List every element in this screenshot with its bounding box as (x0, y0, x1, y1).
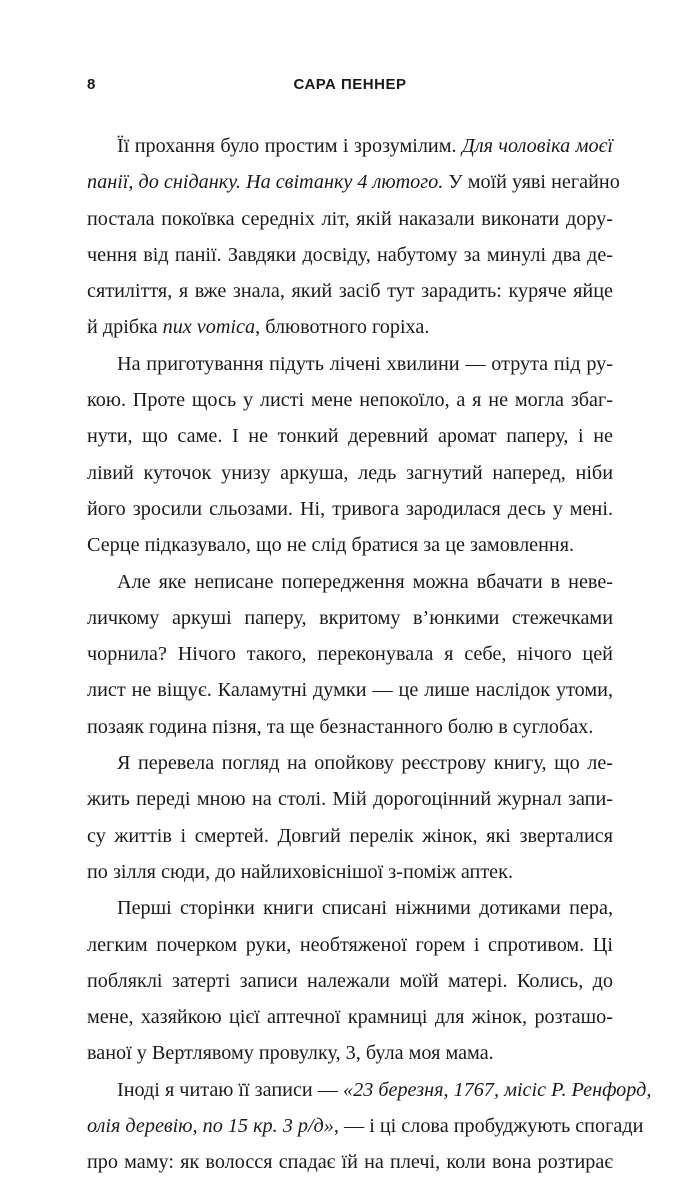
text-line (87, 491, 613, 527)
running-head (0, 76, 700, 100)
text-segment: постала покоївка середніх літ, якій наказали виконати дору- (87, 207, 613, 230)
text-segment: сятиліття, я вже знала, який засіб тут зарадить: куряче яйце (87, 280, 613, 303)
italic-text: панії, до сніданку. На світанку 4 лютого. (87, 171, 444, 194)
text-line (87, 963, 613, 999)
text-segment: На приготування підуть лічені хвилини — отрута під ру- (117, 352, 613, 375)
text-line (87, 890, 613, 926)
text-segment: його зросили сльозами. Ні, тривога зародилася десь у мені. (87, 497, 613, 520)
text-segment: , блювотного горіха. (255, 316, 430, 339)
text-line (87, 527, 613, 563)
italic-text: олія деревію, по 15 кр. 3 р/д» (87, 1115, 334, 1138)
text-segment: позаяк година пізня, та ще безнастанного болю в суглобах. (87, 715, 594, 738)
text-segment: легким почерком руки, необтяженої горем і спротивом. Ці (87, 933, 613, 956)
text-line (87, 636, 613, 672)
text-segment: нути, що саме. І не тонкий деревний аромат паперу, і не (87, 425, 613, 448)
body-text (87, 128, 652, 1181)
text-segment: Іноді я читаю її записи — (117, 1078, 343, 1101)
text-line (87, 854, 613, 890)
page-number: 8 (87, 76, 96, 93)
text-line (87, 1035, 613, 1071)
text-segment: У моїй уяві негайно (443, 171, 620, 194)
text-segment: побляклі затерті записи належали моїй матері. Колись, до (87, 969, 613, 992)
text-segment: Серце підказувало, що не слід братися за це замовлення. (87, 534, 575, 557)
text-segment: мене, хазяйкою цієї аптечної крамниці для жінок, розташо- (87, 1006, 613, 1029)
text-line (87, 346, 613, 382)
text-line (87, 600, 613, 636)
text-line (87, 709, 613, 745)
italic-text: Для чоловіка моєї (461, 135, 613, 157)
text-line (87, 382, 613, 418)
italic-text: «23 березня, 1767, місіс Р. Ренфорд, (343, 1078, 652, 1101)
text-segment: ваної у Вертлявому провулку, 3, була моя мама. (87, 1042, 494, 1065)
text-segment: су життів і смертей. Довгий перелік жінок, які зверталися (87, 824, 613, 847)
text-line (87, 309, 613, 345)
text-line (87, 418, 613, 454)
text-segment: Перші сторінки книги списані ніжними дотиками пера, (117, 897, 613, 920)
text-line (87, 1144, 613, 1180)
text-segment: личкому аркуші паперу, вкритому в’юнкими стежечками (87, 606, 613, 629)
text-line (87, 1072, 652, 1108)
italic-text: nux vomica (162, 316, 256, 339)
text-line (87, 927, 613, 963)
text-line (87, 564, 613, 600)
text-line (87, 1108, 644, 1144)
text-segment: жить переді мною на столі. Мій дорогоцінний журнал запи- (87, 788, 613, 811)
text-line (87, 201, 613, 237)
text-line (87, 237, 613, 273)
text-line (87, 745, 613, 781)
text-line (87, 273, 613, 309)
text-segment: про маму: як волосся спадає їй на плечі, коли вона розтирає (87, 1151, 613, 1174)
text-segment: Але яке неписане попередження можна вбачати в неве- (117, 570, 613, 593)
text-segment: й дрібка (87, 316, 163, 339)
text-segment: Її прохання було простим і зрозумілим. (117, 135, 462, 157)
text-segment: лівий куточок унизу аркуша, ледь загнутий наперед, ніби (87, 461, 613, 484)
text-segment: по зілля сюди, до найлиховіснішої з-поміж аптек. (87, 860, 513, 883)
text-line (87, 128, 613, 164)
text-line (87, 164, 620, 200)
text-line (87, 818, 613, 854)
text-segment: кою. Проте щось у листі мене непокоїло, а я не могла збаг- (87, 389, 613, 412)
text-segment: , — і ці слова пробуджують спогади (333, 1115, 644, 1138)
text-segment: чення від панії. Завдяки досвіду, набутому за минулі два де- (87, 243, 613, 266)
running-title: САРА ПЕННЕР (293, 76, 407, 93)
text-segment: лист не віщує. Каламутні думки — це лише наслідок утоми, (87, 679, 613, 702)
text-line (87, 999, 613, 1035)
text-line (87, 781, 613, 817)
text-line (87, 672, 613, 708)
text-segment: чорнила? Нічого такого, переконувала я себе, нічого цей (87, 643, 613, 666)
text-line (87, 455, 613, 491)
text-segment: Я перевела погляд на опойкову реєстрову книгу, що ле- (117, 752, 613, 775)
